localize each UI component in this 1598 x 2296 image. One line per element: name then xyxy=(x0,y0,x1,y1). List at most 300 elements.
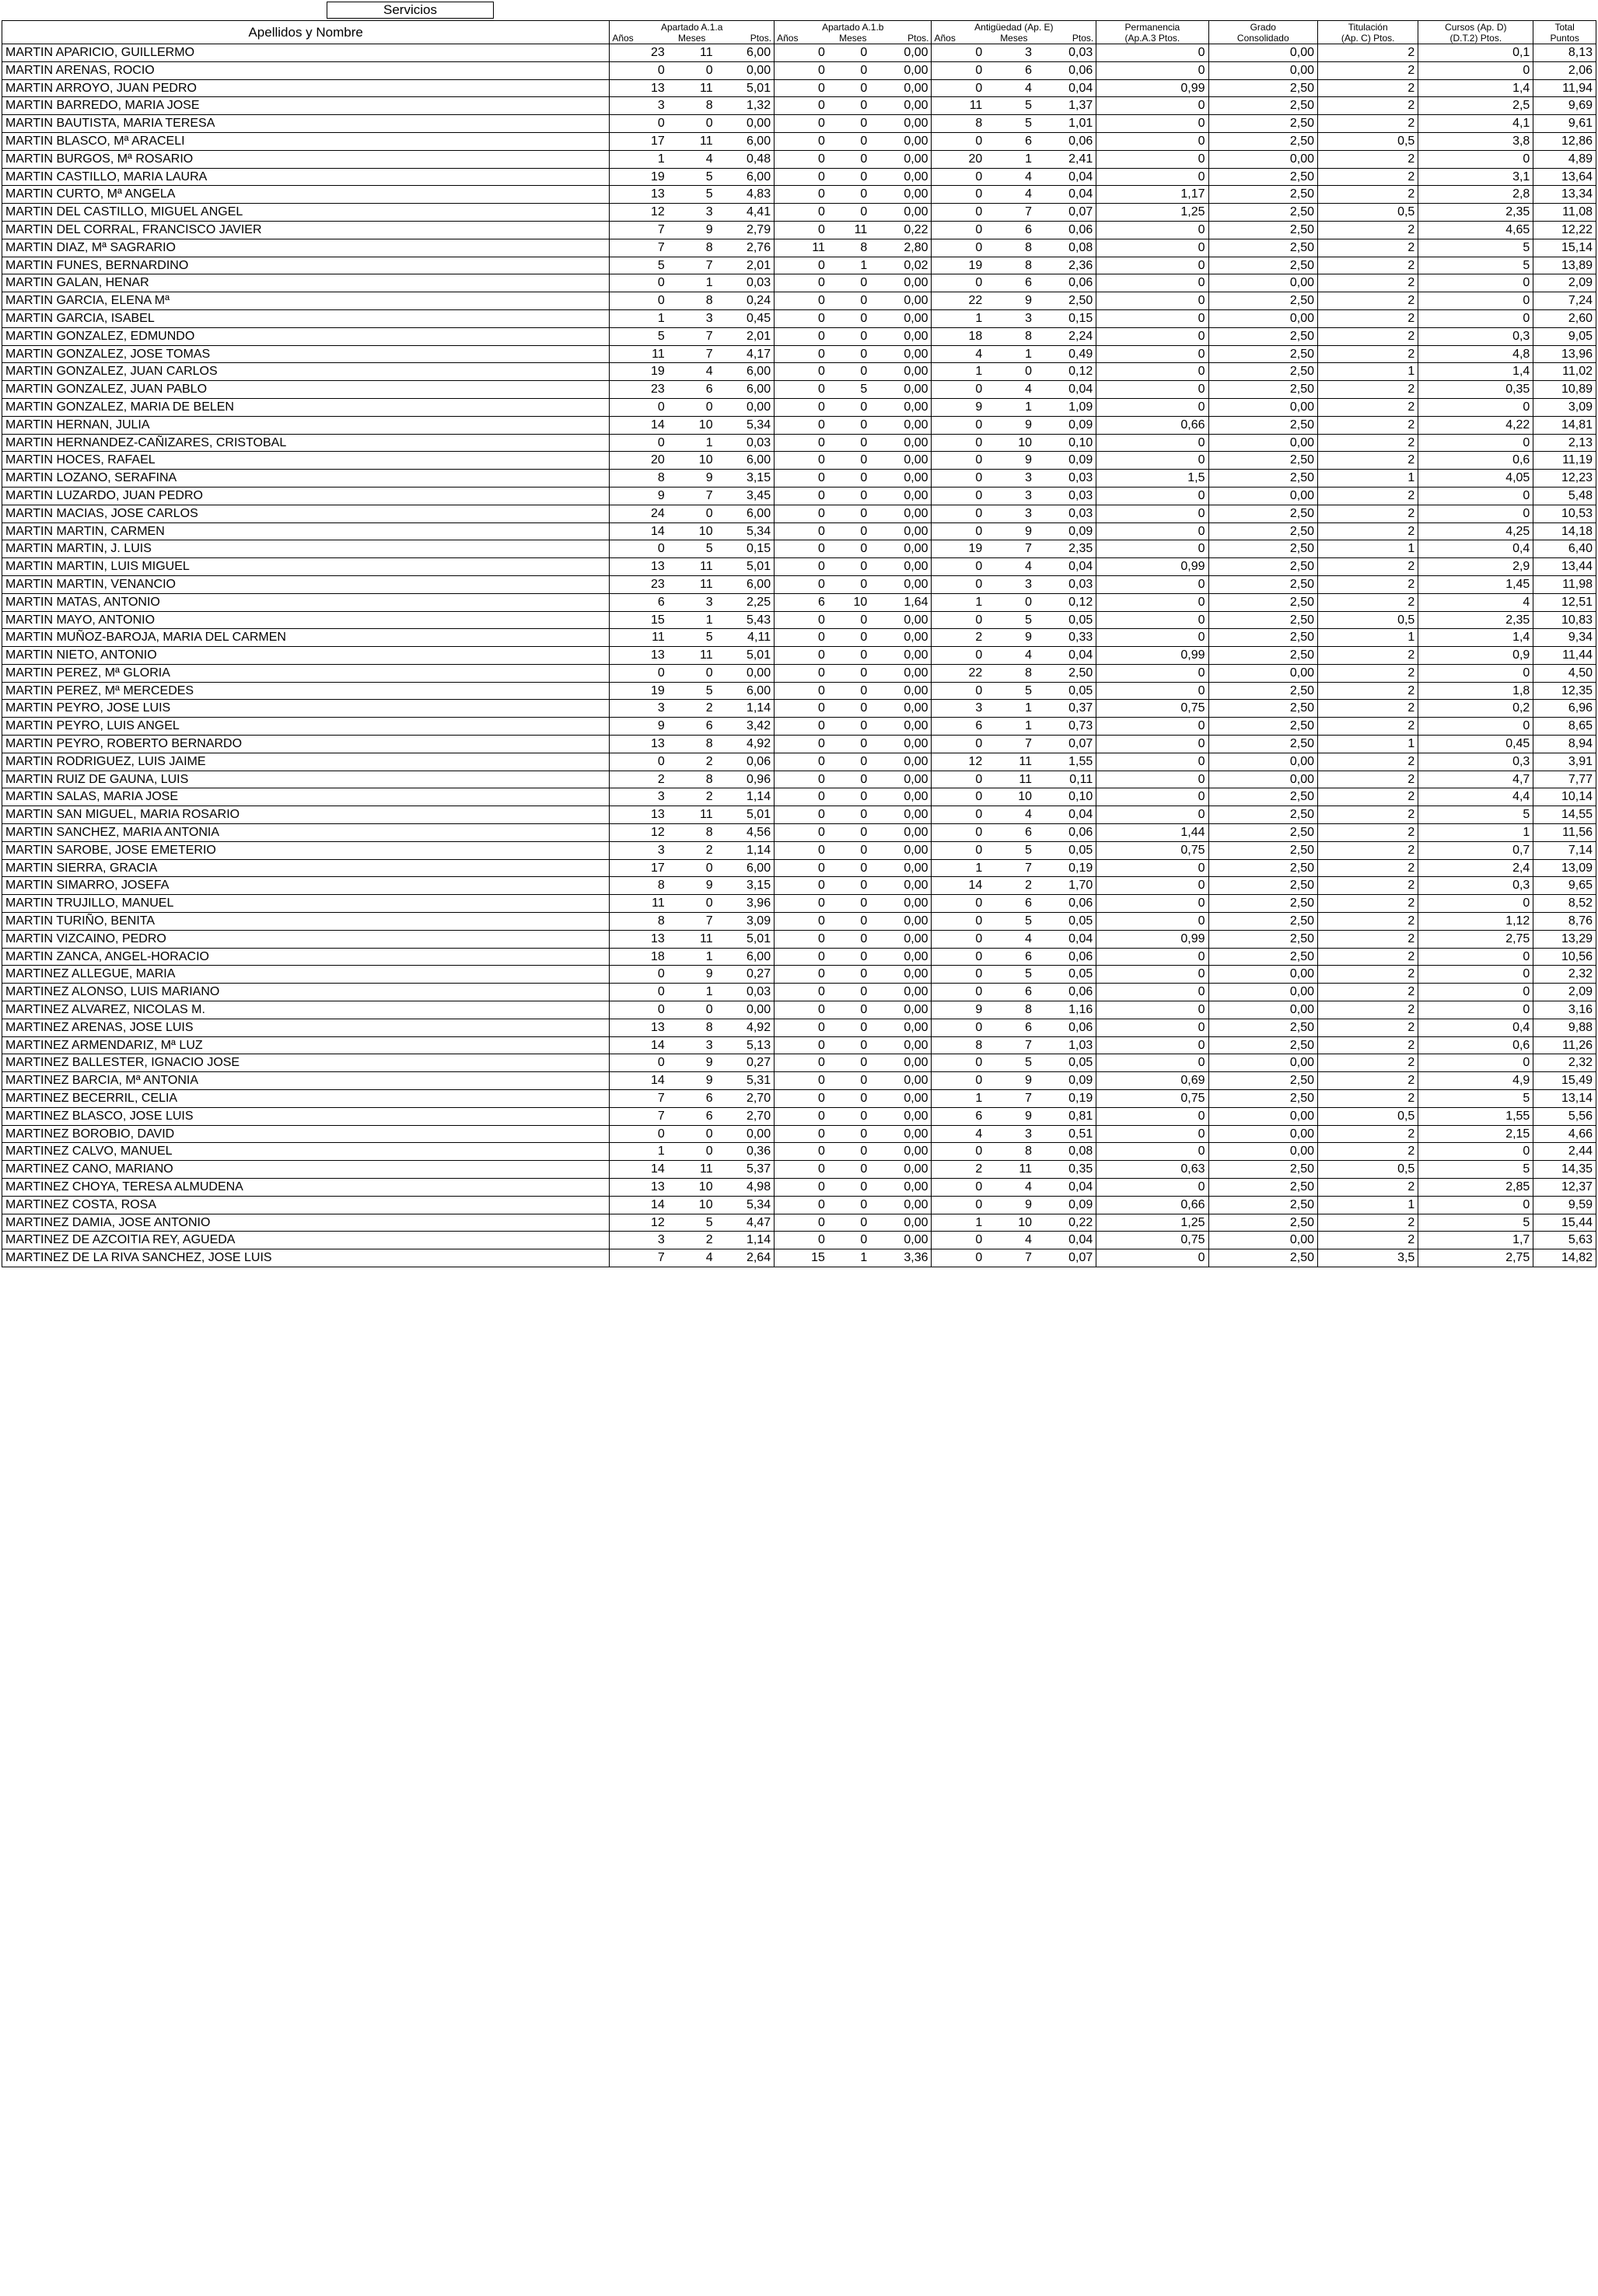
cell-name: MARTINEZ BALLESTER, IGNACIO JOSE xyxy=(2,1054,610,1072)
cell-total: 14,81 xyxy=(1533,416,1596,434)
cell-a1b-ptos: 0,00 xyxy=(870,700,932,718)
cell-antig-anos: 0 xyxy=(932,168,985,186)
cell-antig-ptos: 2,36 xyxy=(1035,257,1096,274)
cell-cursos: 0 xyxy=(1418,1001,1533,1019)
cell-name: MARTIN ARENAS, ROCIO xyxy=(2,61,610,79)
cell-a1b-ptos: 0,22 xyxy=(870,221,932,239)
cell-antig-meses: 6 xyxy=(985,824,1035,842)
cell-cursos: 0 xyxy=(1418,309,1533,327)
cell-titulacion: 2 xyxy=(1318,771,1418,788)
cell-titulacion: 2 xyxy=(1318,1054,1418,1072)
cell-antig-ptos: 0,06 xyxy=(1035,1019,1096,1036)
cell-permanencia: 0 xyxy=(1096,97,1208,115)
cell-permanencia: 0 xyxy=(1096,61,1208,79)
cell-antig-anos: 0 xyxy=(932,647,985,665)
cell-permanencia: 0 xyxy=(1096,168,1208,186)
cell-antig-anos: 19 xyxy=(932,540,985,558)
cell-permanencia: 0 xyxy=(1096,132,1208,150)
cell-a1a-ptos: 5,34 xyxy=(716,1196,775,1214)
cell-a1a-ptos: 0,00 xyxy=(716,1001,775,1019)
cell-a1b-anos: 0 xyxy=(775,1143,828,1161)
cell-a1b-meses: 0 xyxy=(828,718,870,736)
cell-a1b-anos: 0 xyxy=(775,859,828,877)
cell-a1b-meses: 0 xyxy=(828,363,870,381)
cell-name: MARTIN ARROYO, JUAN PEDRO xyxy=(2,79,610,97)
cell-antig-anos: 14 xyxy=(932,877,985,895)
cell-permanencia: 1,25 xyxy=(1096,1214,1208,1232)
cell-antig-ptos: 0,05 xyxy=(1035,1054,1096,1072)
table-row xyxy=(2,824,1596,842)
cell-a1a-ptos: 5,37 xyxy=(716,1161,775,1179)
cursos-line1: Cursos (Ap. D) xyxy=(1445,21,1507,33)
cell-antig-ptos: 0,12 xyxy=(1035,593,1096,611)
cell-cursos: 1,12 xyxy=(1418,913,1533,931)
cell-a1b-meses: 0 xyxy=(828,682,870,700)
cell-a1b-meses: 0 xyxy=(828,948,870,966)
cell-total: 8,76 xyxy=(1533,913,1596,931)
cell-name: MARTINEZ CANO, MARIANO xyxy=(2,1161,610,1179)
cell-name: MARTIN BARREDO, MARIA JOSE xyxy=(2,97,610,115)
cell-a1b-ptos: 0,00 xyxy=(870,558,932,576)
cell-grado: 2,50 xyxy=(1208,540,1318,558)
cell-a1b-meses: 0 xyxy=(828,204,870,222)
cell-cursos: 4,7 xyxy=(1418,771,1533,788)
col-header-titulacion xyxy=(1318,21,1418,44)
cell-a1b-meses: 0 xyxy=(828,487,870,505)
cell-a1b-ptos: 0,00 xyxy=(870,274,932,292)
table-row xyxy=(2,345,1596,363)
cell-total: 7,77 xyxy=(1533,771,1596,788)
cell-a1a-anos: 0 xyxy=(610,115,668,133)
cell-a1b-anos: 0 xyxy=(775,1161,828,1179)
cell-titulacion: 2 xyxy=(1318,398,1418,416)
cell-a1a-meses: 5 xyxy=(668,1214,716,1232)
cell-grado: 0,00 xyxy=(1208,771,1318,788)
cell-a1b-anos: 0 xyxy=(775,505,828,522)
cell-a1a-anos: 3 xyxy=(610,97,668,115)
cell-antig-meses: 6 xyxy=(985,984,1035,1001)
cell-grado: 2,50 xyxy=(1208,204,1318,222)
cell-a1b-meses: 0 xyxy=(828,771,870,788)
cell-a1a-meses: 0 xyxy=(668,115,716,133)
cell-total: 13,09 xyxy=(1533,859,1596,877)
cell-titulacion: 2 xyxy=(1318,930,1418,948)
cell-a1a-anos: 12 xyxy=(610,204,668,222)
cell-a1b-anos: 0 xyxy=(775,700,828,718)
cell-antig-anos: 3 xyxy=(932,700,985,718)
cell-antig-anos: 0 xyxy=(932,132,985,150)
cell-a1a-anos: 7 xyxy=(610,221,668,239)
cell-a1a-ptos: 4,83 xyxy=(716,186,775,204)
table-row xyxy=(2,1019,1596,1036)
cell-antig-anos: 0 xyxy=(932,895,985,913)
cell-a1a-ptos: 0,00 xyxy=(716,664,775,682)
a1a-anos: Años xyxy=(612,32,634,44)
table-row xyxy=(2,806,1596,824)
cell-titulacion: 1 xyxy=(1318,629,1418,647)
cell-antig-anos: 0 xyxy=(932,788,985,806)
cell-a1a-ptos: 2,64 xyxy=(716,1249,775,1267)
cell-antig-anos: 0 xyxy=(932,274,985,292)
cell-permanencia: 0,63 xyxy=(1096,1161,1208,1179)
cell-a1a-meses: 9 xyxy=(668,1054,716,1072)
cell-a1a-meses: 1 xyxy=(668,434,716,452)
cell-name: MARTIN GALAN, HENAR xyxy=(2,274,610,292)
cell-total: 7,24 xyxy=(1533,292,1596,310)
cell-a1b-anos: 0 xyxy=(775,1019,828,1036)
cell-antig-meses: 6 xyxy=(985,1019,1035,1036)
cell-permanencia: 0 xyxy=(1096,895,1208,913)
table-row xyxy=(2,736,1596,753)
cell-a1b-ptos: 0,00 xyxy=(870,522,932,540)
cell-a1a-anos: 13 xyxy=(610,1179,668,1197)
cell-cursos: 0 xyxy=(1418,505,1533,522)
cell-titulacion: 0,5 xyxy=(1318,611,1418,629)
cell-a1b-meses: 0 xyxy=(828,274,870,292)
cell-grado: 2,50 xyxy=(1208,736,1318,753)
cell-name: MARTIN VIZCAINO, PEDRO xyxy=(2,930,610,948)
cell-antig-anos: 0 xyxy=(932,505,985,522)
cell-a1a-anos: 9 xyxy=(610,718,668,736)
cell-grado: 0,00 xyxy=(1208,1143,1318,1161)
cell-cursos: 0 xyxy=(1418,895,1533,913)
cell-a1b-anos: 11 xyxy=(775,239,828,257)
cell-cursos: 0 xyxy=(1418,1143,1533,1161)
cell-permanencia: 1,25 xyxy=(1096,204,1208,222)
cell-a1b-meses: 0 xyxy=(828,575,870,593)
cell-a1a-ptos: 4,41 xyxy=(716,204,775,222)
a1a-meses: Meses xyxy=(678,32,706,44)
cell-permanencia: 0 xyxy=(1096,1054,1208,1072)
cell-a1a-meses: 1 xyxy=(668,984,716,1001)
cell-antig-meses: 4 xyxy=(985,1179,1035,1197)
cell-a1a-meses: 9 xyxy=(668,877,716,895)
cell-grado: 2,50 xyxy=(1208,186,1318,204)
cell-total: 15,44 xyxy=(1533,1214,1596,1232)
cell-grado: 2,50 xyxy=(1208,416,1318,434)
cell-antig-ptos: 0,15 xyxy=(1035,309,1096,327)
col-header-a1a xyxy=(610,21,775,44)
table-row xyxy=(2,309,1596,327)
cell-antig-ptos: 0,03 xyxy=(1035,44,1096,62)
cell-antig-anos: 0 xyxy=(932,1143,985,1161)
cell-a1a-anos: 1 xyxy=(610,1143,668,1161)
cell-grado: 0,00 xyxy=(1208,487,1318,505)
cell-total: 9,69 xyxy=(1533,97,1596,115)
cell-a1b-meses: 0 xyxy=(828,1214,870,1232)
cell-a1a-meses: 11 xyxy=(668,558,716,576)
cell-titulacion: 2 xyxy=(1318,150,1418,168)
table-row xyxy=(2,682,1596,700)
a1b-ptos: Ptos. xyxy=(907,32,929,44)
cell-titulacion: 2 xyxy=(1318,877,1418,895)
cell-a1b-anos: 0 xyxy=(775,682,828,700)
cell-name: MARTIN GARCIA, ELENA Mª xyxy=(2,292,610,310)
cell-name: MARTIN PEYRO, JOSE LUIS xyxy=(2,700,610,718)
cell-titulacion: 2 xyxy=(1318,381,1418,399)
cell-a1a-meses: 7 xyxy=(668,345,716,363)
cell-cursos: 0,4 xyxy=(1418,1019,1533,1036)
cell-a1a-ptos: 3,96 xyxy=(716,895,775,913)
table-row xyxy=(2,1143,1596,1161)
cell-name: MARTIN TRUJILLO, MANUEL xyxy=(2,895,610,913)
cell-antig-meses: 6 xyxy=(985,948,1035,966)
cell-titulacion: 2 xyxy=(1318,487,1418,505)
cell-a1a-anos: 12 xyxy=(610,824,668,842)
cell-antig-meses: 7 xyxy=(985,859,1035,877)
cell-a1b-meses: 0 xyxy=(828,1001,870,1019)
cell-a1a-anos: 0 xyxy=(610,61,668,79)
cell-titulacion: 2 xyxy=(1318,97,1418,115)
cell-name: MARTIN GARCIA, ISABEL xyxy=(2,309,610,327)
cell-name: MARTIN BAUTISTA, MARIA TERESA xyxy=(2,115,610,133)
cell-total: 11,98 xyxy=(1533,575,1596,593)
cell-a1a-anos: 3 xyxy=(610,841,668,859)
cell-name: MARTINEZ ALVAREZ, NICOLAS M. xyxy=(2,1001,610,1019)
cell-total: 3,09 xyxy=(1533,398,1596,416)
cell-grado: 0,00 xyxy=(1208,434,1318,452)
cell-a1a-ptos: 4,47 xyxy=(716,1214,775,1232)
cell-grado: 0,00 xyxy=(1208,1232,1318,1249)
cell-titulacion: 2 xyxy=(1318,682,1418,700)
cell-grado: 0,00 xyxy=(1208,150,1318,168)
cell-permanencia: 0 xyxy=(1096,1125,1208,1143)
cell-a1a-meses: 0 xyxy=(668,1125,716,1143)
cell-cursos: 4,8 xyxy=(1418,345,1533,363)
cell-a1b-meses: 0 xyxy=(828,1090,870,1108)
cell-cursos: 0,4 xyxy=(1418,540,1533,558)
cell-cursos: 0 xyxy=(1418,1196,1533,1214)
cell-a1b-anos: 0 xyxy=(775,132,828,150)
cell-antig-ptos: 2,41 xyxy=(1035,150,1096,168)
cell-a1b-meses: 0 xyxy=(828,132,870,150)
cell-antig-ptos: 0,73 xyxy=(1035,718,1096,736)
cell-cursos: 0 xyxy=(1418,61,1533,79)
cell-a1a-ptos: 0,00 xyxy=(716,61,775,79)
cell-antig-anos: 0 xyxy=(932,1196,985,1214)
cell-a1b-ptos: 0,00 xyxy=(870,647,932,665)
cell-a1a-meses: 10 xyxy=(668,1179,716,1197)
cell-a1b-meses: 0 xyxy=(828,61,870,79)
cell-antig-meses: 1 xyxy=(985,398,1035,416)
cell-a1b-anos: 0 xyxy=(775,345,828,363)
cell-antig-meses: 10 xyxy=(985,1214,1035,1232)
cell-grado: 2,50 xyxy=(1208,1196,1318,1214)
cell-a1b-meses: 0 xyxy=(828,788,870,806)
cell-titulacion: 2 xyxy=(1318,966,1418,984)
cell-total: 11,08 xyxy=(1533,204,1596,222)
cell-antig-meses: 3 xyxy=(985,470,1035,488)
cell-a1a-anos: 15 xyxy=(610,611,668,629)
cell-a1a-anos: 13 xyxy=(610,647,668,665)
cell-a1b-anos: 0 xyxy=(775,841,828,859)
cell-titulacion: 2 xyxy=(1318,79,1418,97)
table-row xyxy=(2,487,1596,505)
cell-a1b-anos: 0 xyxy=(775,44,828,62)
cell-a1a-anos: 13 xyxy=(610,1019,668,1036)
cell-a1b-anos: 0 xyxy=(775,718,828,736)
cell-titulacion: 2 xyxy=(1318,522,1418,540)
cell-grado: 2,50 xyxy=(1208,558,1318,576)
a1b-anos: Años xyxy=(777,32,799,44)
cell-a1b-anos: 0 xyxy=(775,327,828,345)
cell-antig-anos: 2 xyxy=(932,1161,985,1179)
cell-a1b-meses: 0 xyxy=(828,966,870,984)
cell-antig-meses: 9 xyxy=(985,522,1035,540)
cell-total: 11,19 xyxy=(1533,452,1596,470)
cell-grado: 2,50 xyxy=(1208,877,1318,895)
cell-antig-meses: 2 xyxy=(985,877,1035,895)
table-row xyxy=(2,274,1596,292)
cell-a1b-meses: 5 xyxy=(828,381,870,399)
table-row xyxy=(2,61,1596,79)
cell-grado: 2,50 xyxy=(1208,841,1318,859)
cell-a1a-meses: 3 xyxy=(668,1036,716,1054)
cell-name: MARTINEZ ARMENDARIZ, Mª LUZ xyxy=(2,1036,610,1054)
cell-antig-meses: 11 xyxy=(985,753,1035,771)
cell-name: MARTIN NIETO, ANTONIO xyxy=(2,647,610,665)
cell-permanencia: 0 xyxy=(1096,753,1208,771)
cell-a1b-anos: 0 xyxy=(775,753,828,771)
cell-a1b-meses: 0 xyxy=(828,1232,870,1249)
table-row xyxy=(2,398,1596,416)
cell-a1b-ptos: 0,00 xyxy=(870,186,932,204)
cell-a1b-ptos: 0,00 xyxy=(870,381,932,399)
cell-cursos: 0 xyxy=(1418,966,1533,984)
cell-titulacion: 2 xyxy=(1318,913,1418,931)
cell-antig-meses: 8 xyxy=(985,239,1035,257)
table-row xyxy=(2,859,1596,877)
cell-titulacion: 1 xyxy=(1318,736,1418,753)
table-row xyxy=(2,97,1596,115)
cell-a1b-anos: 0 xyxy=(775,984,828,1001)
cell-antig-meses: 0 xyxy=(985,593,1035,611)
cell-antig-ptos: 1,03 xyxy=(1035,1036,1096,1054)
cell-a1a-ptos: 5,31 xyxy=(716,1072,775,1090)
cell-a1b-anos: 0 xyxy=(775,824,828,842)
cell-antig-ptos: 0,04 xyxy=(1035,806,1096,824)
cell-antig-ptos: 0,06 xyxy=(1035,132,1096,150)
cell-grado: 2,50 xyxy=(1208,700,1318,718)
cell-permanencia: 0 xyxy=(1096,292,1208,310)
table-row xyxy=(2,470,1596,488)
cell-a1b-ptos: 0,00 xyxy=(870,470,932,488)
cell-cursos: 2,9 xyxy=(1418,558,1533,576)
cell-a1b-meses: 0 xyxy=(828,895,870,913)
cell-antig-ptos: 2,24 xyxy=(1035,327,1096,345)
cell-total: 5,63 xyxy=(1533,1232,1596,1249)
cell-antig-anos: 0 xyxy=(932,1054,985,1072)
cell-a1b-ptos: 0,00 xyxy=(870,168,932,186)
cell-a1a-anos: 3 xyxy=(610,788,668,806)
cell-a1b-ptos: 0,00 xyxy=(870,363,932,381)
cell-total: 11,94 xyxy=(1533,79,1596,97)
cell-a1a-ptos: 5,01 xyxy=(716,806,775,824)
cell-antig-anos: 0 xyxy=(932,841,985,859)
cell-a1b-meses: 1 xyxy=(828,1249,870,1267)
cell-titulacion: 0,5 xyxy=(1318,204,1418,222)
cell-antig-meses: 9 xyxy=(985,629,1035,647)
cell-a1b-ptos: 0,00 xyxy=(870,1214,932,1232)
cell-a1b-ptos: 0,00 xyxy=(870,150,932,168)
cell-antig-ptos: 0,19 xyxy=(1035,1090,1096,1108)
cell-cursos: 0,3 xyxy=(1418,753,1533,771)
cell-a1a-anos: 19 xyxy=(610,168,668,186)
cell-antig-meses: 7 xyxy=(985,1249,1035,1267)
cell-name: MARTIN ZANCA, ANGEL-HORACIO xyxy=(2,948,610,966)
cell-a1b-ptos: 2,80 xyxy=(870,239,932,257)
cell-antig-ptos: 0,04 xyxy=(1035,186,1096,204)
table-row xyxy=(2,150,1596,168)
cell-a1a-ptos: 3,15 xyxy=(716,877,775,895)
cell-a1a-ptos: 0,96 xyxy=(716,771,775,788)
cell-titulacion: 2 xyxy=(1318,788,1418,806)
cell-a1a-meses: 1 xyxy=(668,274,716,292)
cell-antig-meses: 8 xyxy=(985,664,1035,682)
cell-a1b-ptos: 0,00 xyxy=(870,345,932,363)
cell-titulacion: 2 xyxy=(1318,168,1418,186)
cell-titulacion: 2 xyxy=(1318,416,1418,434)
cell-titulacion: 2 xyxy=(1318,806,1418,824)
cell-permanencia: 0 xyxy=(1096,664,1208,682)
table-row xyxy=(2,79,1596,97)
cell-antig-meses: 3 xyxy=(985,575,1035,593)
cell-antig-anos: 0 xyxy=(932,221,985,239)
cell-grado: 2,50 xyxy=(1208,1019,1318,1036)
cell-grado: 2,50 xyxy=(1208,327,1318,345)
cell-a1b-meses: 0 xyxy=(828,1107,870,1125)
cell-name: MARTIN PEYRO, ROBERTO BERNARDO xyxy=(2,736,610,753)
cell-titulacion: 2 xyxy=(1318,558,1418,576)
cell-antig-ptos: 0,06 xyxy=(1035,61,1096,79)
cell-permanencia: 0,75 xyxy=(1096,700,1208,718)
cell-titulacion: 2 xyxy=(1318,824,1418,842)
cell-cursos: 4,1 xyxy=(1418,115,1533,133)
cell-antig-ptos: 2,50 xyxy=(1035,292,1096,310)
cell-name: MARTINEZ ALLEGUE, MARIA xyxy=(2,966,610,984)
cell-permanencia: 0,99 xyxy=(1096,930,1208,948)
cell-titulacion: 2 xyxy=(1318,647,1418,665)
cell-total: 4,89 xyxy=(1533,150,1596,168)
table-row xyxy=(2,327,1596,345)
cell-antig-meses: 6 xyxy=(985,221,1035,239)
cell-a1b-meses: 0 xyxy=(828,753,870,771)
cell-a1a-meses: 10 xyxy=(668,1196,716,1214)
cell-a1a-ptos: 0,06 xyxy=(716,753,775,771)
cell-a1a-ptos: 6,00 xyxy=(716,682,775,700)
cell-grado: 0,00 xyxy=(1208,1107,1318,1125)
cell-a1b-meses: 0 xyxy=(828,1179,870,1197)
cell-antig-anos: 0 xyxy=(932,44,985,62)
cell-grado: 2,50 xyxy=(1208,1036,1318,1054)
cell-total: 3,16 xyxy=(1533,1001,1596,1019)
cell-antig-ptos: 2,35 xyxy=(1035,540,1096,558)
cell-total: 2,32 xyxy=(1533,1054,1596,1072)
cell-a1a-meses: 2 xyxy=(668,700,716,718)
cell-antig-meses: 11 xyxy=(985,771,1035,788)
cell-a1b-anos: 0 xyxy=(775,664,828,682)
cell-total: 3,91 xyxy=(1533,753,1596,771)
cell-a1b-meses: 0 xyxy=(828,1125,870,1143)
cell-a1b-meses: 0 xyxy=(828,984,870,1001)
cell-cursos: 5 xyxy=(1418,806,1533,824)
cell-a1a-ptos: 5,01 xyxy=(716,647,775,665)
cell-a1b-anos: 0 xyxy=(775,1072,828,1090)
cell-titulacion: 2 xyxy=(1318,1019,1418,1036)
cell-a1a-meses: 7 xyxy=(668,487,716,505)
cell-titulacion: 2 xyxy=(1318,1072,1418,1090)
cell-total: 9,34 xyxy=(1533,629,1596,647)
